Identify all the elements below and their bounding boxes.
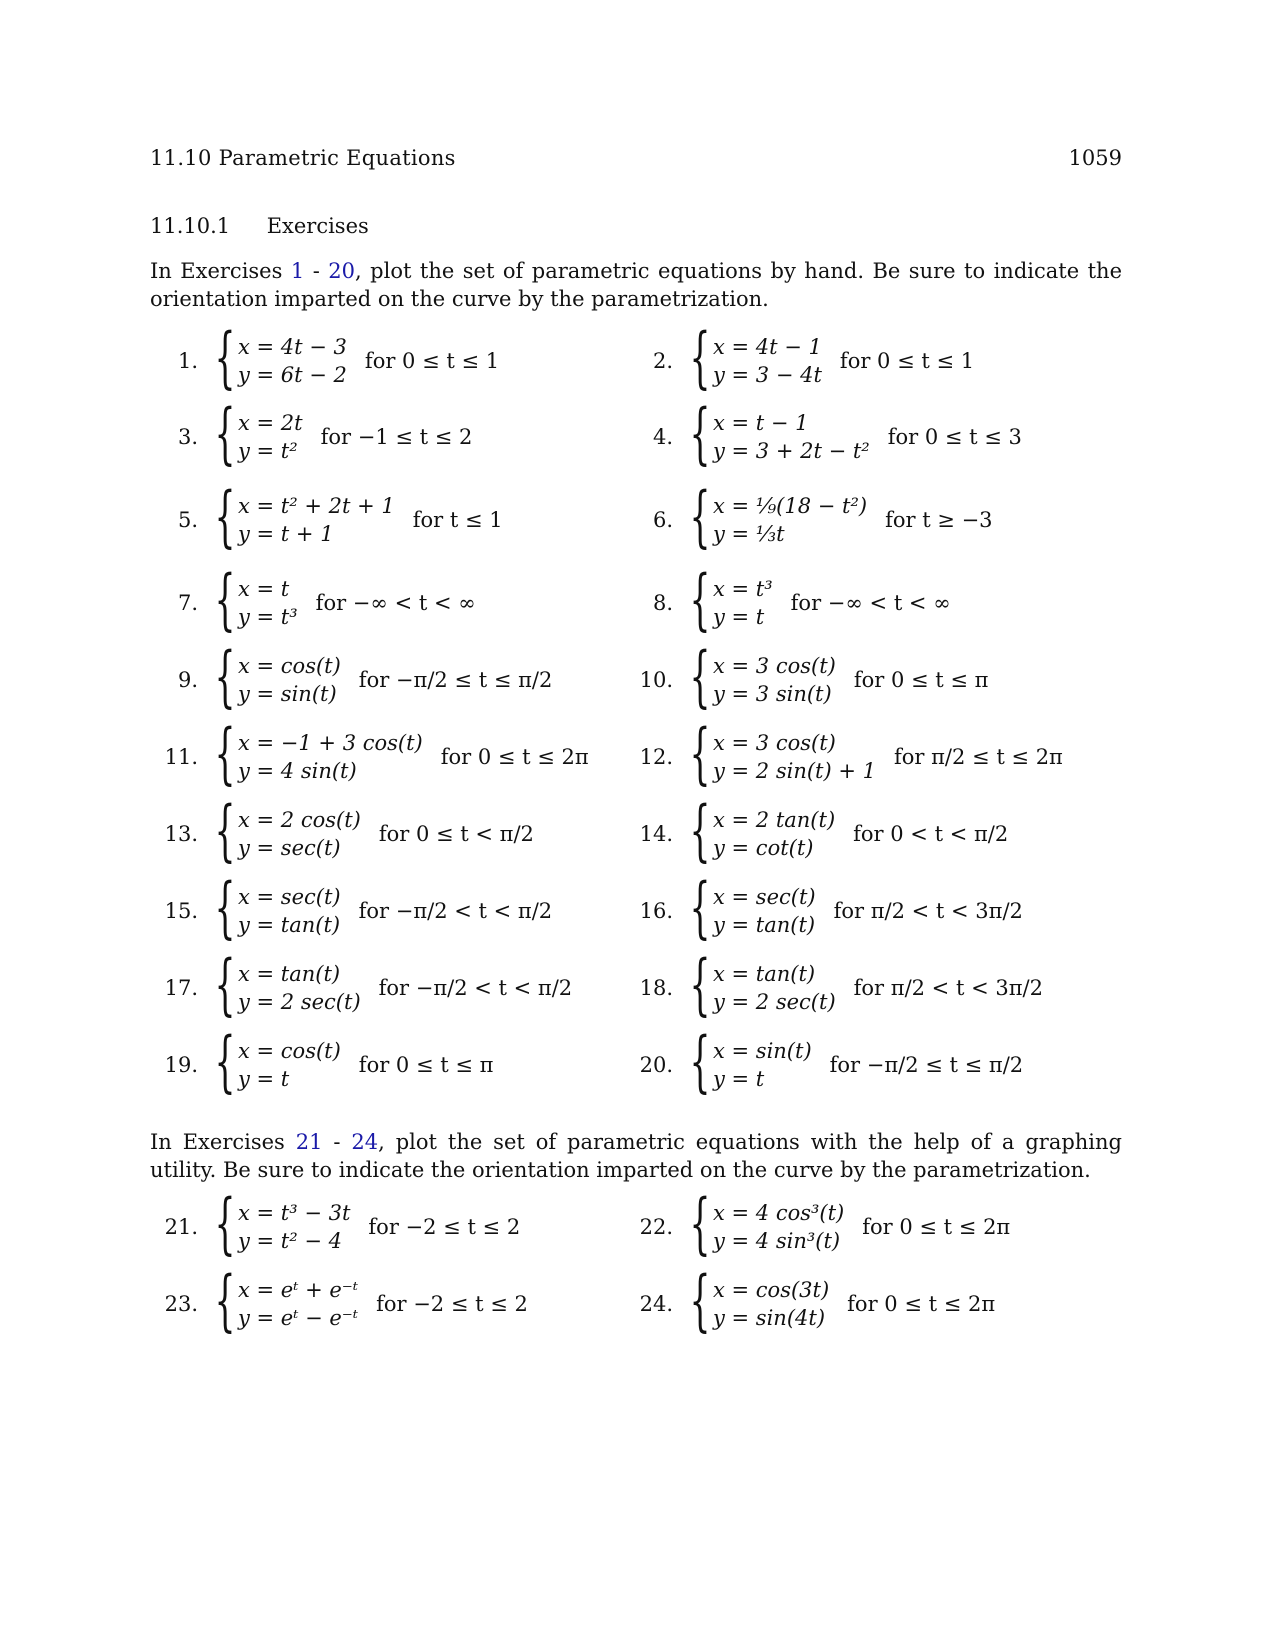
exercise-number: 9. <box>177 668 198 692</box>
y-equation: y = t <box>713 1067 765 1091</box>
exercise-item <box>150 319 500 396</box>
instructions-paragraph <box>150 257 1122 313</box>
instructions-paragraph <box>150 1128 1122 1184</box>
x-equation: x = 2 cos(t) <box>238 808 361 832</box>
y-equation: y = 3 sin(t) <box>713 682 832 706</box>
exercise-number: 14. <box>639 822 673 846</box>
exercise-number: 11. <box>164 745 198 769</box>
brace: { <box>689 1262 711 1339</box>
brace: { <box>214 561 236 638</box>
brace: { <box>214 478 236 555</box>
exercise-item <box>150 1262 528 1339</box>
exercise-number: 17. <box>164 976 198 1000</box>
exercise-item <box>625 1023 1024 1100</box>
x-equation: x = tan(t) <box>713 962 816 986</box>
x-equation: x = 4t − 3 <box>238 335 347 359</box>
intro-text: In Exercises <box>150 259 291 283</box>
exercise-item <box>150 792 534 869</box>
brace: { <box>214 1185 236 1262</box>
parameter-range: for t ≤ 1 <box>412 508 503 532</box>
exercise-item <box>625 1262 996 1339</box>
parameter-range: for −π/2 < t < π/2 <box>378 976 573 1000</box>
y-equation: y = 3 − 4t <box>713 363 822 387</box>
exercise-item <box>150 638 553 715</box>
parameter-range: for 0 ≤ t ≤ π <box>853 668 989 692</box>
parameter-range: for −∞ < t < ∞ <box>315 591 476 615</box>
brace: { <box>689 561 711 638</box>
exercise-item <box>150 869 553 946</box>
exercise-number: 20. <box>639 1053 673 1077</box>
x-equation: x = 2 tan(t) <box>713 808 836 832</box>
parameter-range: for 0 ≤ t ≤ 3 <box>887 425 1022 449</box>
intro-dash: - <box>322 1130 352 1154</box>
x-equation: x = t <box>238 577 290 601</box>
parameter-range: for −π/2 ≤ t ≤ π/2 <box>829 1053 1024 1077</box>
y-equation: y = 2 sec(t) <box>238 990 361 1014</box>
y-equation: y = 3 + 2t − t² <box>713 439 870 463</box>
y-equation: y = t³ <box>238 605 298 629</box>
x-equation: x = ⅑(18 − t²) <box>713 494 868 518</box>
exercise-item <box>625 946 1043 1023</box>
exercise-number: 24. <box>639 1292 673 1316</box>
exercise-item <box>150 395 473 472</box>
exercise-number: 19. <box>164 1053 198 1077</box>
exercise-number: 4. <box>652 425 673 449</box>
parameter-range: for −π/2 ≤ t ≤ π/2 <box>358 668 553 692</box>
y-equation: y = tan(t) <box>713 913 816 937</box>
y-equation: y = 4 sin³(t) <box>713 1229 841 1253</box>
y-equation: y = t² − 4 <box>238 1229 342 1253</box>
intro-dash: - <box>304 259 329 283</box>
exercise-number: 13. <box>164 822 198 846</box>
x-equation: x = sec(t) <box>713 885 816 909</box>
parameter-range: for 0 ≤ t ≤ 2π <box>862 1215 1011 1239</box>
parameter-range: for −2 ≤ t ≤ 2 <box>368 1215 521 1239</box>
brace: { <box>214 869 236 946</box>
exercise-number: 12. <box>639 745 673 769</box>
brace: { <box>689 395 711 472</box>
exercise-number: 10. <box>639 668 673 692</box>
brace: { <box>689 478 711 555</box>
parameter-range: for π/2 < t < 3π/2 <box>833 899 1023 923</box>
x-equation: x = cos(3t) <box>713 1278 830 1302</box>
y-equation: y = t <box>238 1067 290 1091</box>
brace: { <box>689 946 711 1023</box>
exercise-link[interactable]: 21 <box>295 1130 323 1154</box>
brace: { <box>689 1023 711 1100</box>
exercise-item <box>625 715 1063 792</box>
exercise-item <box>625 869 1023 946</box>
x-equation: x = t² + 2t + 1 <box>238 494 395 518</box>
exercise-number: 1. <box>177 349 198 373</box>
y-equation: y = sec(t) <box>238 836 341 860</box>
exercise-number: 5. <box>177 508 198 532</box>
brace: { <box>214 319 236 396</box>
exercise-item <box>625 478 993 555</box>
section-title: 11.10 Parametric Equations <box>150 146 456 170</box>
y-equation: y = t <box>713 605 765 629</box>
exercise-number: 18. <box>639 976 673 1000</box>
y-equation: y = 2 sec(t) <box>713 990 836 1014</box>
brace: { <box>689 638 711 715</box>
parameter-range: for 0 ≤ t ≤ 2π <box>440 745 589 769</box>
x-equation: x = sin(t) <box>713 1039 812 1063</box>
intro-text: , plot the set of parametric equations with the help of a graphing utility. Be sure to indicate the orientation imparted on the curve by the parametrization. <box>150 1130 1122 1182</box>
parameter-range: for −π/2 < t < π/2 <box>358 899 553 923</box>
parameter-range: for 0 ≤ t < π/2 <box>378 822 534 846</box>
exercise-number: 16. <box>639 899 673 923</box>
exercise-item <box>150 946 573 1023</box>
x-equation: x = t³ <box>713 577 773 601</box>
x-equation: x = sec(t) <box>238 885 341 909</box>
parameter-range: for −∞ < t < ∞ <box>790 591 951 615</box>
parameter-range: for −2 ≤ t ≤ 2 <box>376 1292 528 1316</box>
parameter-range: for π/2 ≤ t ≤ 2π <box>894 745 1063 769</box>
exercise-item <box>150 1185 521 1262</box>
y-equation: y = sin(4t) <box>713 1306 826 1330</box>
parameter-range: for π/2 < t < 3π/2 <box>853 976 1043 1000</box>
exercise-link[interactable]: 1 <box>290 259 305 283</box>
exercise-item <box>625 792 1009 869</box>
brace: { <box>214 715 236 792</box>
subsection-number: 11.10.1 <box>150 214 231 238</box>
x-equation: x = cos(t) <box>238 1039 341 1063</box>
y-equation: y = 2 sin(t) + 1 <box>713 759 876 783</box>
exercise-number: 7. <box>177 591 198 615</box>
exercise-item <box>150 478 503 555</box>
x-equation: x = t³ − 3t <box>238 1201 351 1225</box>
exercise-item <box>625 638 989 715</box>
subsection-title: Exercises <box>266 214 369 238</box>
brace: { <box>214 1262 236 1339</box>
subsection-heading <box>150 214 369 238</box>
exercise-item <box>625 319 975 396</box>
parameter-range: for t ≥ −3 <box>885 508 993 532</box>
intro-text: In Exercises <box>150 1130 296 1154</box>
x-equation: x = eᵗ + e⁻ᵗ <box>238 1278 359 1302</box>
y-equation: y = t + 1 <box>238 522 334 546</box>
x-equation: x = cos(t) <box>238 654 341 678</box>
x-equation: x = tan(t) <box>238 962 341 986</box>
y-equation: y = cot(t) <box>713 836 814 860</box>
brace: { <box>214 1023 236 1100</box>
exercise-item <box>625 395 1022 472</box>
brace: { <box>214 792 236 869</box>
brace: { <box>214 946 236 1023</box>
y-equation: y = 6t − 2 <box>238 363 347 387</box>
brace: { <box>689 1185 711 1262</box>
x-equation: x = t − 1 <box>713 411 809 435</box>
y-equation: y = 4 sin(t) <box>238 759 357 783</box>
x-equation: x = −1 + 3 cos(t) <box>238 731 423 755</box>
exercise-number: 2. <box>652 349 673 373</box>
exercise-item <box>150 561 476 638</box>
y-equation: y = ⅓t <box>713 522 785 546</box>
running-header <box>150 146 1122 176</box>
page-number: 1059 <box>1068 146 1122 170</box>
brace: { <box>214 395 236 472</box>
y-equation: y = eᵗ − e⁻ᵗ <box>238 1306 359 1330</box>
exercise-number: 15. <box>164 899 198 923</box>
x-equation: x = 3 cos(t) <box>713 654 836 678</box>
parameter-range: for 0 < t < π/2 <box>853 822 1009 846</box>
exercise-number: 3. <box>177 425 198 449</box>
brace: { <box>689 715 711 792</box>
brace: { <box>689 319 711 396</box>
x-equation: x = 3 cos(t) <box>713 731 836 755</box>
parameter-range: for 0 ≤ t ≤ 1 <box>839 349 975 373</box>
y-equation: y = sin(t) <box>238 682 337 706</box>
brace: { <box>689 792 711 869</box>
exercise-item <box>150 715 589 792</box>
y-equation: y = t² <box>238 439 298 463</box>
parameter-range: for 0 ≤ t ≤ 2π <box>847 1292 996 1316</box>
x-equation: x = 4t − 1 <box>713 335 822 359</box>
exercise-item <box>625 561 951 638</box>
exercise-number: 23. <box>164 1292 198 1316</box>
exercise-number: 6. <box>652 508 673 532</box>
exercise-number: 22. <box>639 1215 673 1239</box>
parameter-range: for −1 ≤ t ≤ 2 <box>320 425 473 449</box>
exercise-link[interactable]: 20 <box>328 259 356 283</box>
brace: { <box>214 638 236 715</box>
exercise-link[interactable]: 24 <box>351 1130 379 1154</box>
parameter-range: for 0 ≤ t ≤ π <box>358 1053 494 1077</box>
y-equation: y = tan(t) <box>238 913 341 937</box>
exercise-item <box>625 1185 1011 1262</box>
intro-text: , plot the set of parametric equations by hand. Be sure to indicate the orientation imparted on the curve by the parametrization. <box>150 259 1123 311</box>
brace: { <box>689 869 711 946</box>
exercise-number: 21. <box>164 1215 198 1239</box>
parameter-range: for 0 ≤ t ≤ 1 <box>364 349 500 373</box>
x-equation: x = 4 cos³(t) <box>713 1201 845 1225</box>
exercise-number: 8. <box>652 591 673 615</box>
exercise-item <box>150 1023 494 1100</box>
x-equation: x = 2t <box>238 411 303 435</box>
